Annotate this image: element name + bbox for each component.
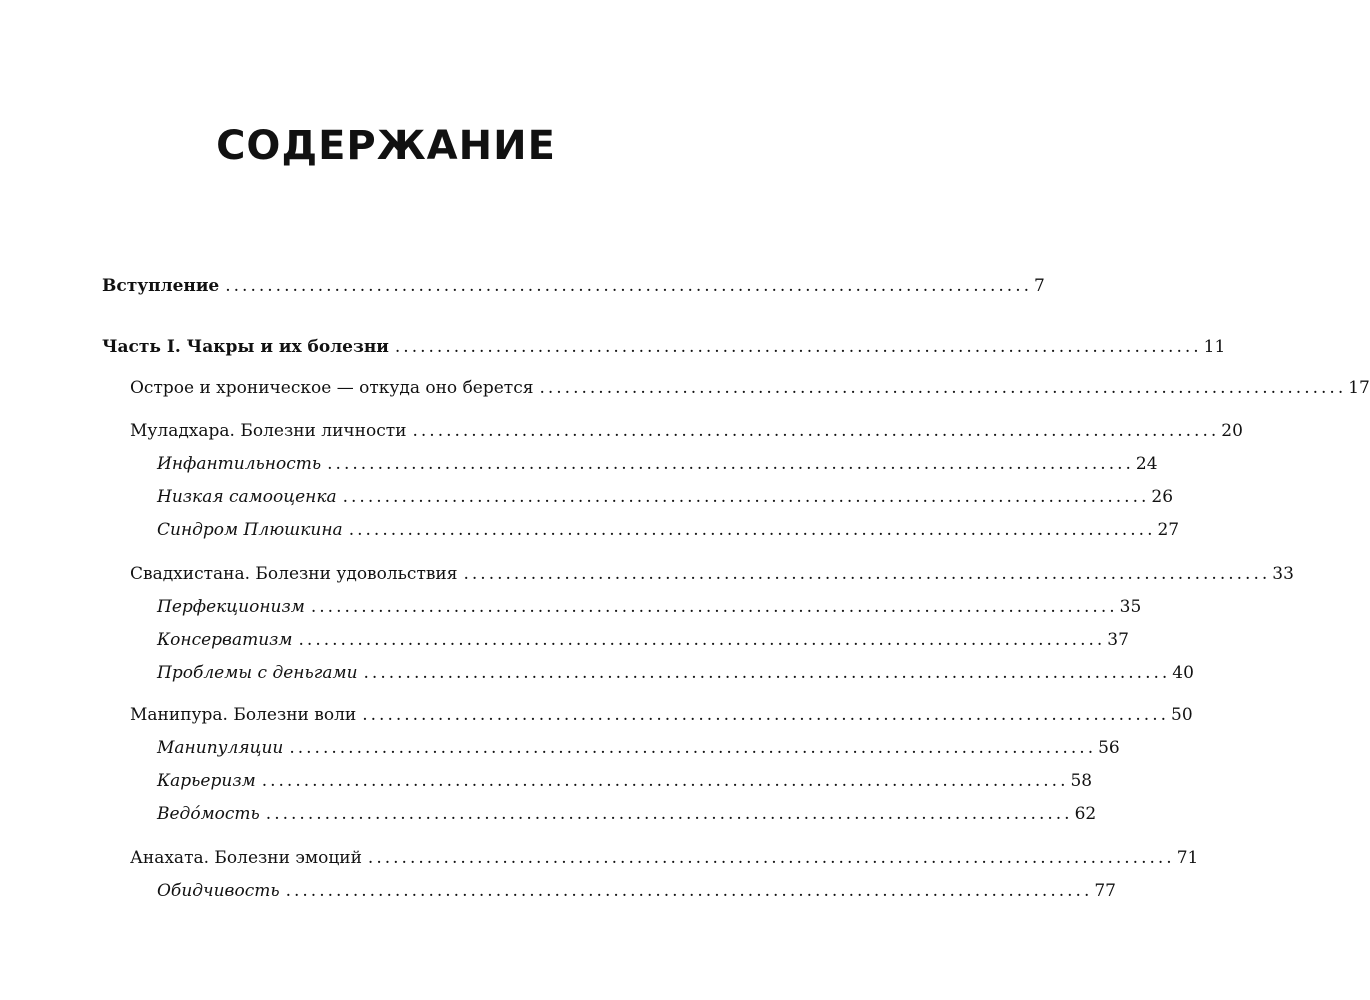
toc-entry-title: Консерватизм bbox=[157, 630, 293, 650]
toc-entry-title: Ведóмость bbox=[157, 804, 260, 824]
toc-entry-title: Обидчивость bbox=[157, 881, 280, 901]
toc-dot-leader: ................................................................................................ bbox=[265, 804, 1073, 824]
toc-dot-leader: ................................................................................................ bbox=[225, 276, 1033, 296]
toc-entry-title: Муладхара. Болезни личности bbox=[130, 421, 407, 441]
toc-entry-conservatism[interactable] bbox=[157, 627, 1129, 653]
toc-entry-money-problems[interactable] bbox=[157, 660, 1194, 686]
toc-entry-title: Перфекционизм bbox=[157, 597, 305, 617]
toc-dot-leader: ................................................................................................ bbox=[367, 848, 1175, 868]
toc-entry-page: 56 bbox=[1098, 738, 1120, 758]
toc-entry-page: 35 bbox=[1119, 597, 1142, 617]
toc-entry-acute-chronic[interactable] bbox=[130, 375, 1370, 401]
toc-entry-anahata[interactable] bbox=[130, 845, 1199, 871]
toc-entry-low-self-esteem[interactable] bbox=[157, 484, 1174, 510]
toc-entry-careerism[interactable] bbox=[157, 768, 1093, 794]
toc-entry-page: 20 bbox=[1221, 421, 1243, 441]
toc-entry-page: 77 bbox=[1094, 881, 1116, 901]
toc-entry-page: 62 bbox=[1074, 804, 1097, 824]
toc-entry-touchiness[interactable] bbox=[157, 878, 1116, 904]
toc-entry-title: Острое и хроническое — откуда оно берется bbox=[130, 378, 534, 398]
toc-dot-leader: ................................................................................................ bbox=[310, 597, 1118, 617]
toc-entry-page: 33 bbox=[1272, 564, 1294, 584]
toc-entry-perfectionism[interactable] bbox=[157, 594, 1142, 620]
toc-entry-page: 26 bbox=[1151, 487, 1174, 507]
page-title: СОДЕРЖАНИЕ bbox=[216, 123, 556, 169]
toc-entry-title: Манипуляции bbox=[157, 738, 284, 758]
toc-dot-leader: ................................................................................................ bbox=[394, 337, 1202, 357]
toc-entry-page: 7 bbox=[1034, 276, 1045, 296]
toc-entry-introduction[interactable] bbox=[102, 273, 1045, 299]
toc-entry-infantilism[interactable] bbox=[157, 451, 1158, 477]
toc-entry-title: Часть I. Чакры и их болезни bbox=[102, 337, 389, 357]
toc-entry-plyushkin-syndrome[interactable] bbox=[157, 517, 1180, 543]
toc-entry-title: Карьеризм bbox=[157, 771, 256, 791]
toc-entry-title: Вступление bbox=[102, 276, 220, 296]
toc-dot-leader: ................................................................................................ bbox=[539, 378, 1347, 398]
toc-entry-title: Свадхистана. Болезни удовольствия bbox=[130, 564, 458, 584]
toc-entry-manipura[interactable] bbox=[130, 702, 1193, 728]
toc-entry-dependence[interactable] bbox=[157, 801, 1097, 827]
toc-dot-leader: ................................................................................................ bbox=[348, 520, 1156, 540]
toc-entry-muladhara[interactable] bbox=[130, 418, 1243, 444]
toc-dot-leader: ................................................................................................ bbox=[298, 630, 1106, 650]
toc-entry-page: 40 bbox=[1172, 663, 1194, 683]
toc-entry-manipulations[interactable] bbox=[157, 735, 1120, 761]
toc-dot-leader: ................................................................................................ bbox=[362, 705, 1169, 725]
toc-dot-leader: ................................................................................................ bbox=[412, 421, 1220, 441]
toc-dot-leader: ................................................................................................ bbox=[463, 564, 1271, 584]
toc-dot-leader: ................................................................................................ bbox=[289, 738, 1097, 758]
toc-entry-page: 27 bbox=[1157, 520, 1180, 540]
toc-entry-title: Манипура. Болезни воли bbox=[130, 705, 357, 725]
toc-entry-page: 58 bbox=[1070, 771, 1093, 791]
toc-entry-page: 17 bbox=[1348, 378, 1370, 398]
toc-dot-leader: ................................................................................................ bbox=[327, 454, 1134, 474]
toc-entry-part-1[interactable] bbox=[102, 334, 1226, 360]
toc-entry-page: 71 bbox=[1176, 848, 1199, 868]
toc-entry-title: Инфантильность bbox=[157, 454, 322, 474]
toc-entry-page: 11 bbox=[1203, 337, 1226, 357]
toc-dot-leader: ................................................................................................ bbox=[342, 487, 1150, 507]
toc-entry-page: 24 bbox=[1135, 454, 1158, 474]
toc-dot-leader: ................................................................................................ bbox=[363, 663, 1171, 683]
toc-dot-leader: ................................................................................................ bbox=[261, 771, 1069, 791]
toc-entry-page: 50 bbox=[1171, 705, 1193, 725]
toc-dot-leader: ................................................................................................ bbox=[285, 881, 1093, 901]
toc-entry-title: Проблемы с деньгами bbox=[157, 663, 358, 683]
toc-entry-title: Анахата. Болезни эмоций bbox=[130, 848, 362, 868]
toc-entry-title: Низкая самооценка bbox=[157, 487, 337, 507]
toc-entry-title: Синдром Плюшкина bbox=[157, 520, 343, 540]
toc-entry-svadhisthana[interactable] bbox=[130, 561, 1294, 587]
toc-entry-page: 37 bbox=[1107, 630, 1129, 650]
